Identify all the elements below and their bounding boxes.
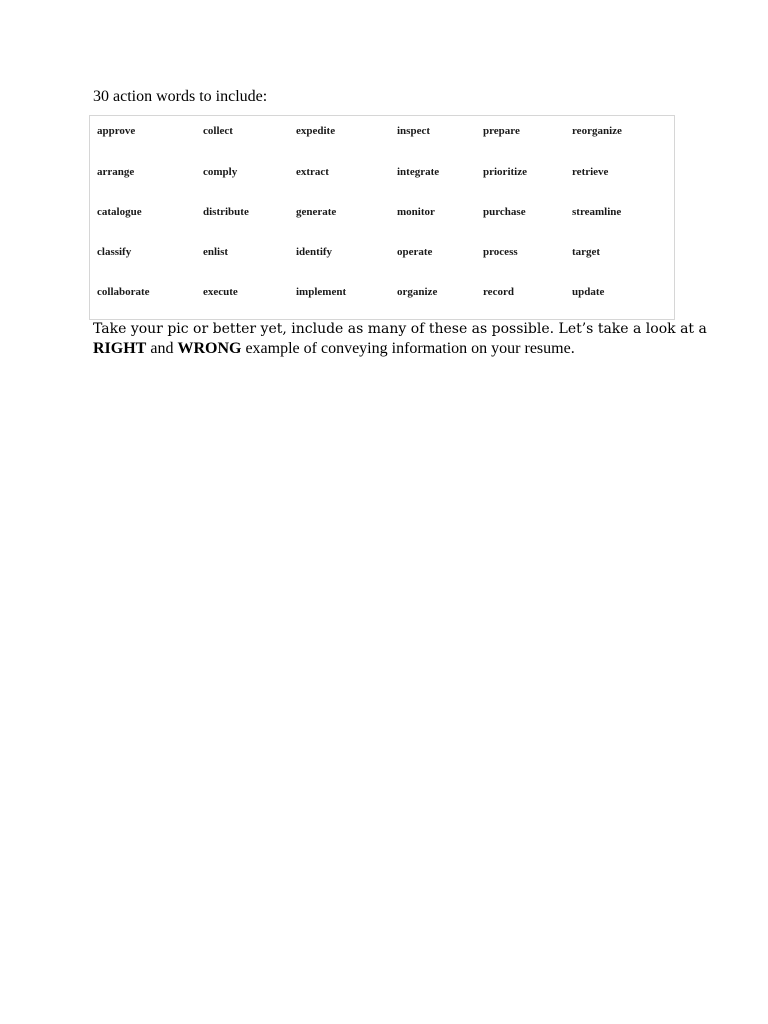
table-cell: process	[483, 246, 518, 258]
table-cell: purchase	[483, 206, 526, 218]
right-label: RIGHT	[93, 340, 147, 357]
table-cell: identify	[296, 246, 333, 258]
and-text: and	[146, 340, 178, 357]
table-cell: classify	[97, 246, 132, 258]
wrong-label: WRONG	[177, 340, 242, 357]
table-row	[90, 202, 674, 222]
table-cell: update	[572, 286, 605, 298]
table-cell: reorganize	[572, 125, 622, 137]
rest-text: example of conveying information on your resume.	[241, 340, 575, 357]
table-cell: prioritize	[483, 166, 527, 178]
table-cell: collect	[203, 125, 233, 137]
table-cell: target	[572, 246, 601, 258]
body-paragraph	[93, 320, 707, 358]
table-row	[90, 162, 674, 182]
action-words-table	[89, 115, 675, 320]
table-cell: prepare	[483, 125, 520, 137]
table-row	[90, 242, 674, 262]
paragraph-line-1: Take your pic or better yet, include as many of these as possible. Let’s take a look at a	[93, 321, 707, 337]
table-cell: generate	[296, 206, 337, 218]
table-cell: implement	[296, 286, 347, 298]
table-cell: inspect	[397, 125, 430, 137]
table-cell: comply	[203, 166, 238, 178]
table-cell: arrange	[97, 166, 135, 178]
paragraph-line-2	[93, 339, 693, 358]
table-cell: execute	[203, 286, 238, 298]
table-cell: distribute	[203, 206, 249, 218]
table-cell: integrate	[397, 166, 440, 178]
table-cell: record	[483, 286, 514, 298]
table-cell: operate	[397, 246, 433, 258]
table-cell: collaborate	[97, 286, 150, 298]
table-cell: approve	[97, 125, 136, 137]
table-cell: streamline	[572, 206, 622, 218]
table-cell: enlist	[203, 246, 229, 258]
table-row	[90, 282, 674, 302]
table-cell: organize	[397, 286, 438, 298]
table-row	[90, 121, 674, 141]
table-cell: extract	[296, 166, 329, 178]
section-heading: 30 action words to include:	[93, 88, 268, 105]
table-cell: expedite	[296, 125, 336, 137]
table-cell: monitor	[397, 206, 435, 218]
table-cell: retrieve	[572, 166, 609, 178]
table-cell: catalogue	[97, 206, 142, 218]
